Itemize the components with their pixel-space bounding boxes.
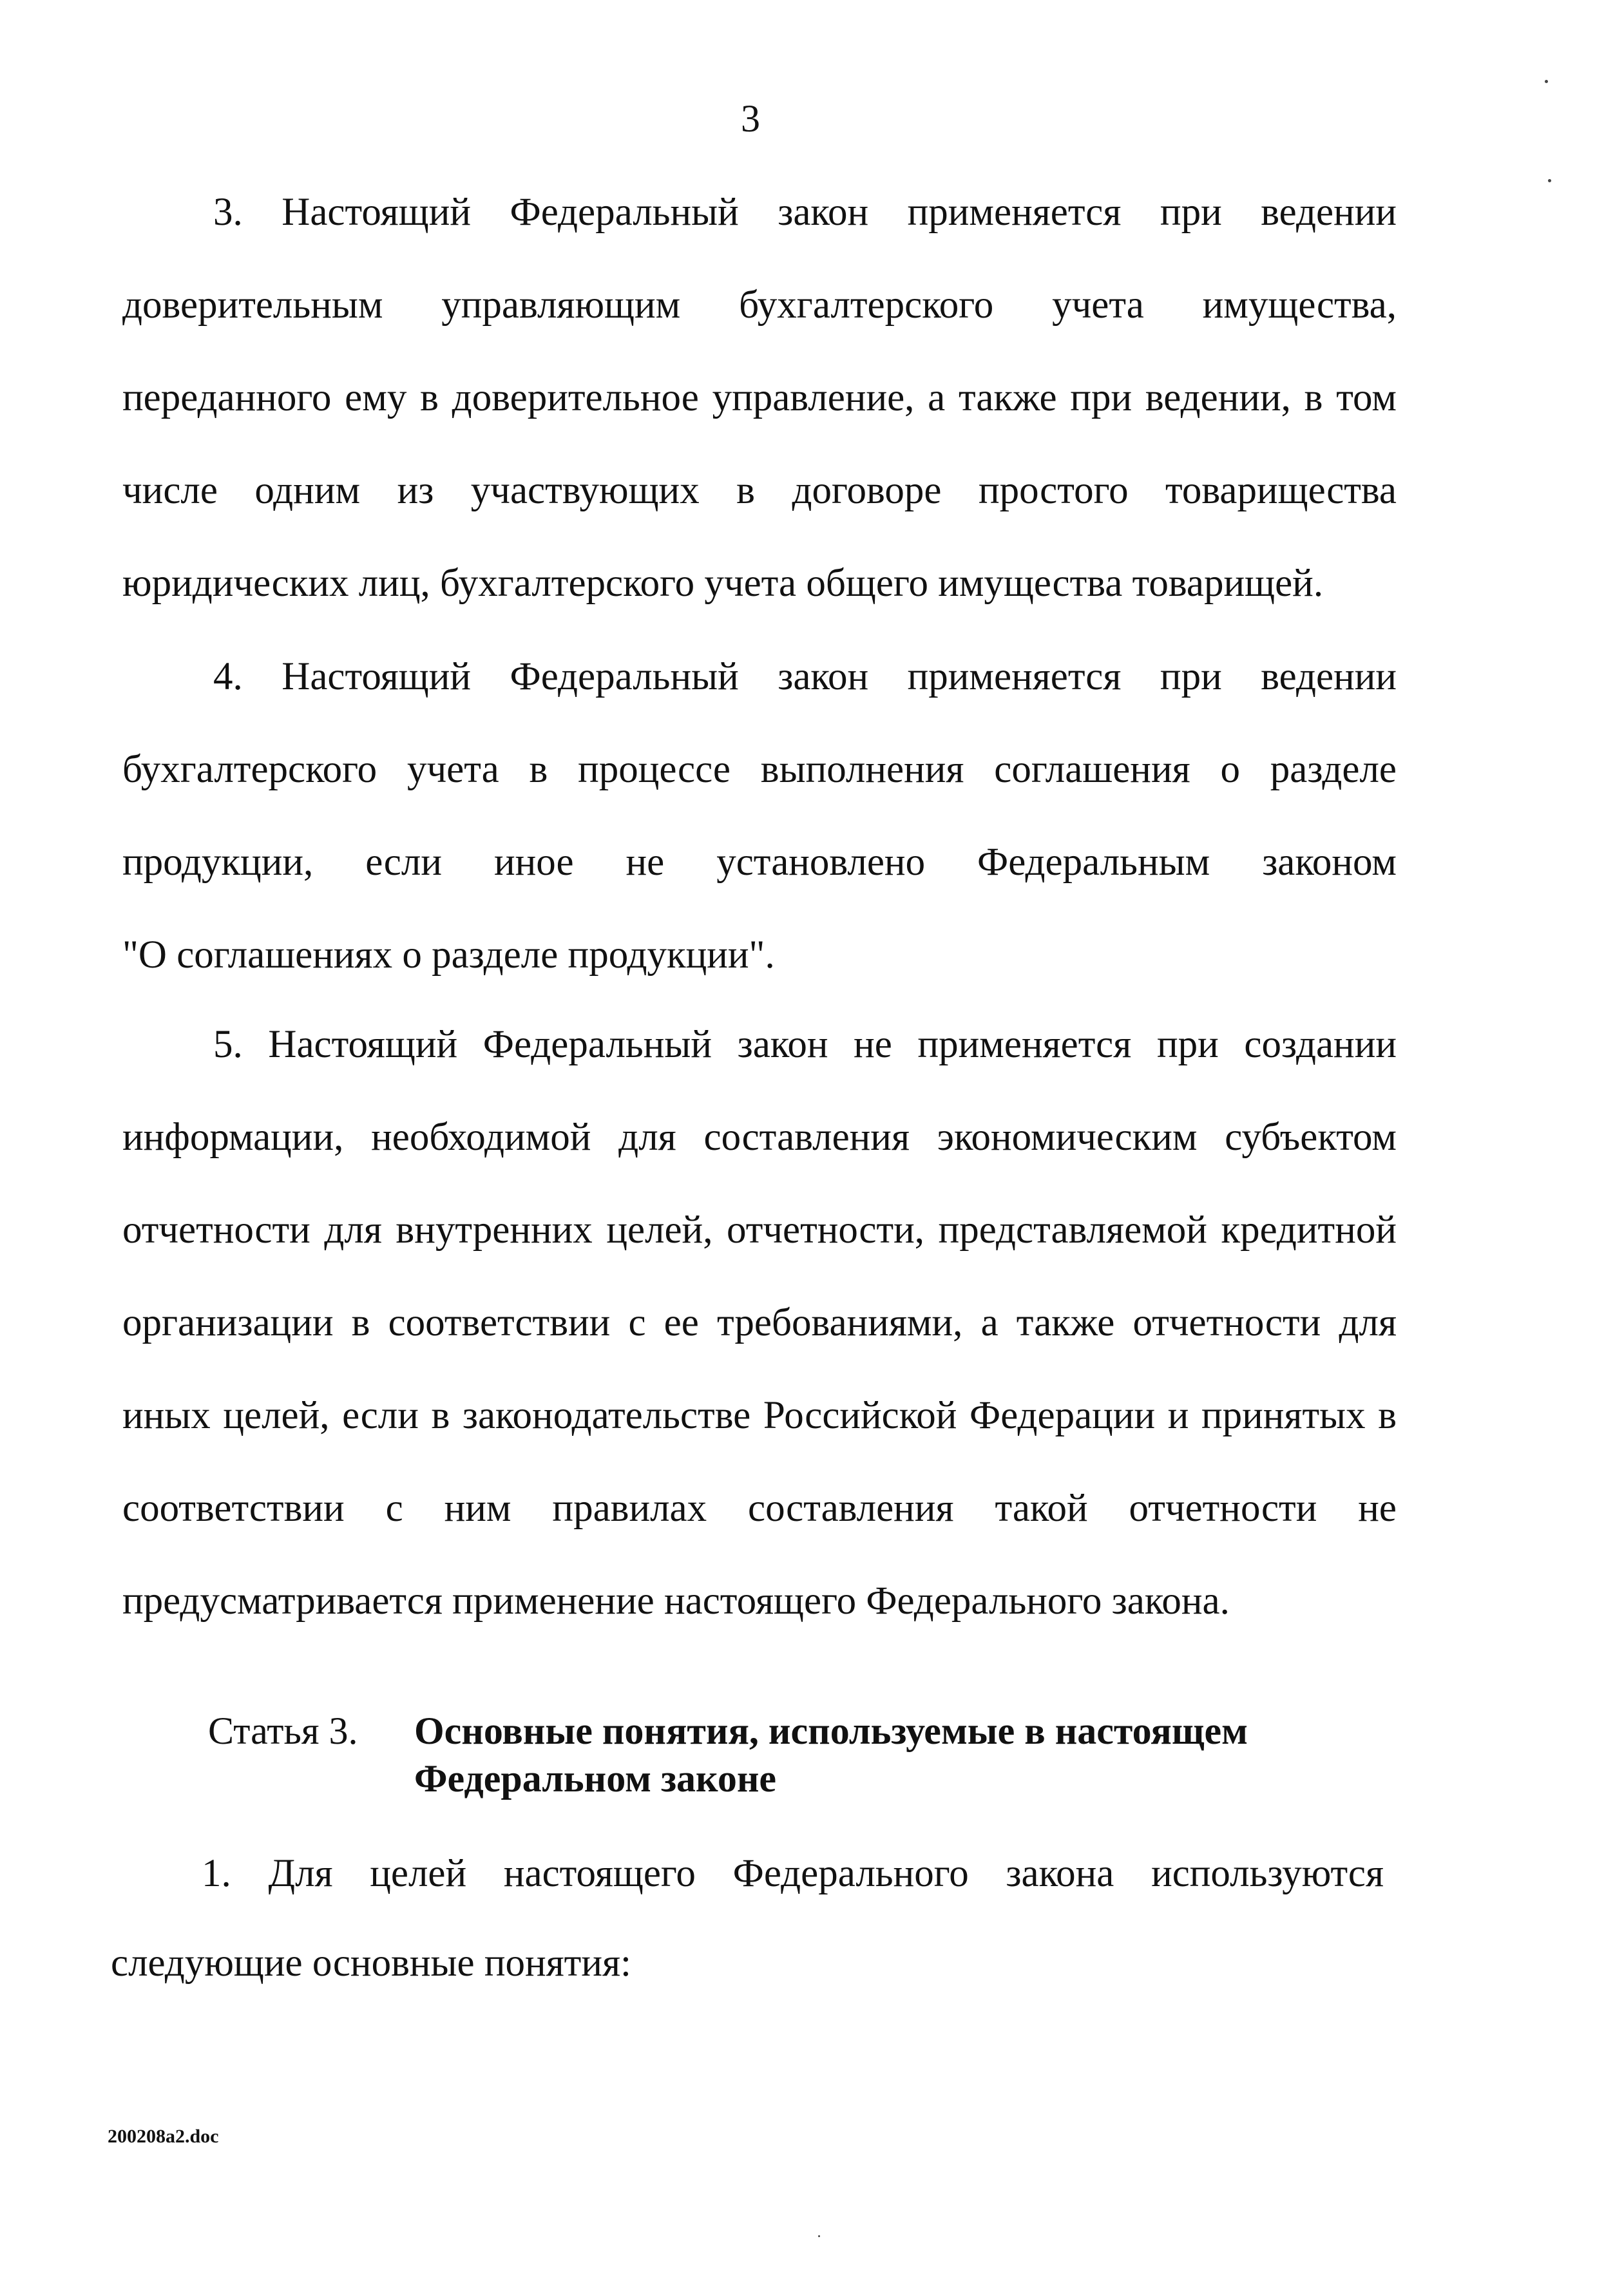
text-line: отчетности для внутренних целей, отчетности, представляемой кредитной bbox=[122, 1208, 1397, 1252]
paragraph-article3-1 bbox=[111, 1829, 1384, 2008]
text-line: доверительным управляющим бухгалтерского учета имущества, bbox=[122, 283, 1397, 327]
text-line: предусматривается применение настоящего Федерального закона. bbox=[122, 1579, 1230, 1623]
paragraph-5 bbox=[122, 998, 1397, 1648]
scan-speck bbox=[1548, 179, 1551, 182]
text-line: "О соглашениях о разделе продукции". bbox=[122, 933, 775, 977]
page-number: 3 bbox=[741, 97, 760, 140]
article-label: Статья 3. bbox=[208, 1710, 358, 1752]
text-line: следующие основные понятия: bbox=[111, 1941, 631, 1985]
text-line: переданного ему в доверительное управление, а также при ведении, в том bbox=[122, 376, 1397, 419]
scan-speck bbox=[818, 2235, 820, 2237]
text-line: числе одним из участвующих в договоре простого товарищества bbox=[122, 469, 1397, 512]
text-line: информации, необходимой для составления экономическим субъектом bbox=[122, 1116, 1397, 1159]
text-line: организации в соответствии с ее требованиями, а также отчетности для bbox=[122, 1301, 1397, 1344]
text-line: продукции, если иное не установлено Федеральным законом bbox=[122, 841, 1397, 884]
text-line: 4. Настоящий Федеральный закон применяется при ведении bbox=[213, 655, 1397, 698]
article-title: Основные понятия, используемые в настоящем Федеральном законе bbox=[414, 1710, 1248, 1800]
paragraph-3 bbox=[122, 166, 1397, 630]
scan-speck bbox=[1545, 80, 1548, 83]
paragraph-4 bbox=[122, 631, 1397, 1002]
text-line: 5. Настоящий Федеральный закон не применяется при создании bbox=[213, 1023, 1397, 1066]
text-line: 1. Для целей настоящего Федерального закона используются bbox=[202, 1852, 1384, 1895]
text-line: соответствии с ним правилах составления такой отчетности не bbox=[122, 1487, 1397, 1530]
text-line: бухгалтерского учета в процессе выполнения соглашения о разделе bbox=[122, 748, 1397, 791]
text-line: юридических лиц, бухгалтерского учета общего имущества товарищей. bbox=[122, 562, 1324, 605]
file-name-footer: 200208a2.doc bbox=[108, 2126, 219, 2147]
text-line: иных целей, если в законодательстве Российской Федерации и принятых в bbox=[122, 1394, 1397, 1437]
text-line: 3. Настоящий Федеральный закон применяется при ведении bbox=[213, 191, 1397, 234]
